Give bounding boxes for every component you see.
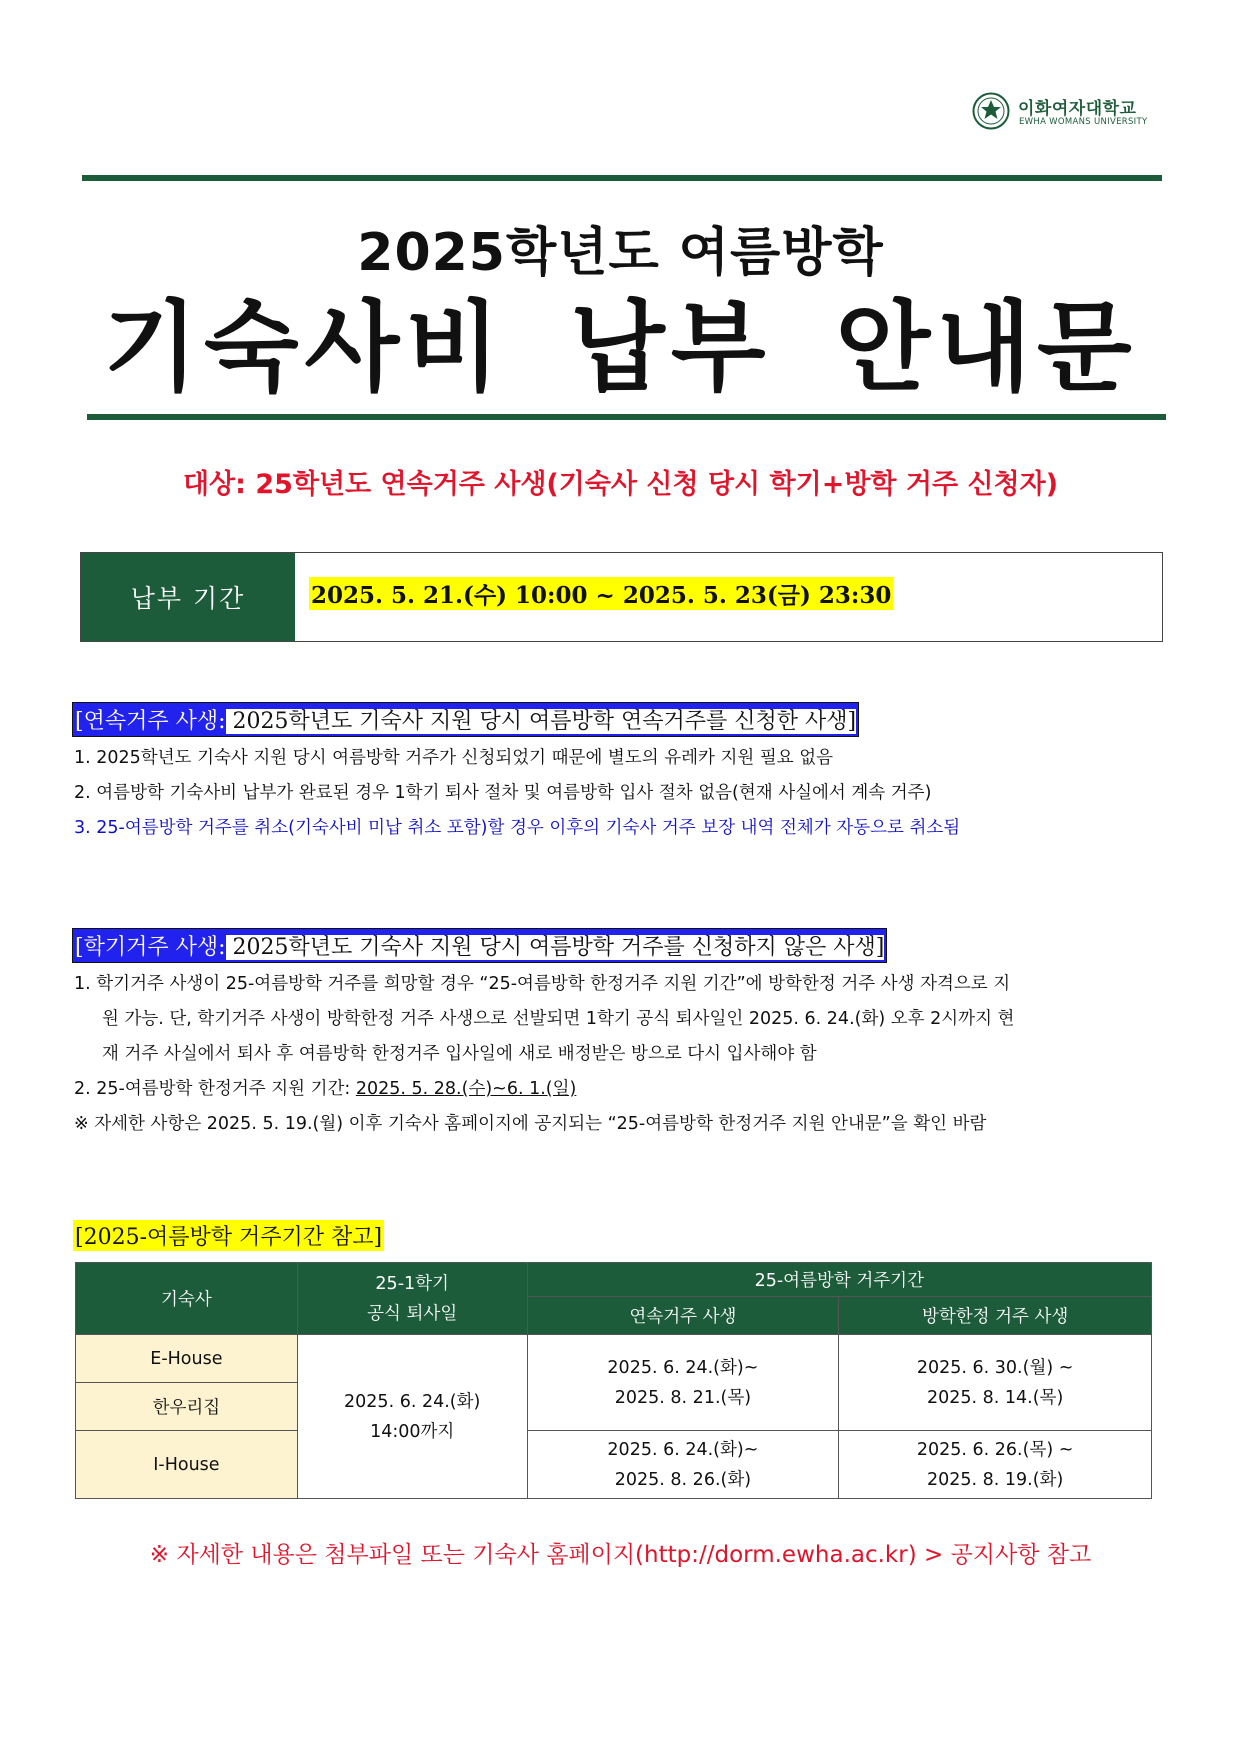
target-audience: 대상: 25학년도 연속거주 사생(기숙사 신청 당시 학기+방학 거주 신청자) bbox=[182, 469, 1059, 500]
vacation-period-cell: 2025. 6. 30.(월) ~ 2025. 8. 14.(목) bbox=[839, 1335, 1152, 1431]
title-word: 안내문 bbox=[835, 291, 1138, 405]
logo-name-korean: 이화여자대학교 bbox=[1018, 99, 1137, 119]
notice-note: ※ 자세한 사항은 2025. 5. 19.(월) 이후 기숙사 홈페이지에 공지되는 “25-여름방학 한정거주 지원 안내문”을 확인 바람 bbox=[74, 1114, 987, 1134]
continuous-period-cell: 2025. 6. 24.(화)~ 2025. 8. 21.(목) bbox=[527, 1335, 839, 1431]
title-line-2 bbox=[0, 291, 1241, 405]
list-item-continued: 재 거주 사실에서 퇴사 후 여름방학 한정거주 입사일에 새로 배정받은 방으로 다시 입사해야 함 bbox=[102, 1044, 817, 1064]
semester-residents-heading: [학기거주 사생: 2025학년도 기숙사 지원 당시 여름방학 거주를 신청하지 않은 사생] bbox=[72, 928, 887, 963]
footer-note: ※ 자세한 내용은 첨부파일 또는 기숙사 홈페이지(http://dorm.ewha.ac.kr) > 공지사항 참고 bbox=[149, 1542, 1092, 1568]
dorm-name: I-House bbox=[76, 1431, 298, 1499]
continuous-residents-label: 연속거주 사생: bbox=[83, 709, 226, 734]
dorm-name: E-House bbox=[76, 1335, 298, 1383]
list-item: 2. 25-여름방학 한정거주 지원 기간: 2025. 5. 28.(수)~6. 1.(일) bbox=[74, 1079, 577, 1099]
title-bottom-rule bbox=[87, 414, 1166, 420]
university-seal-icon bbox=[972, 92, 1010, 130]
header-vacation-only: 방학한정 거주 사생 bbox=[839, 1297, 1152, 1335]
header-dorm: 기숙사 bbox=[76, 1263, 298, 1335]
title-word: 기숙사비 bbox=[103, 291, 507, 405]
continuous-period-cell: 2025. 6. 24.(화)~ 2025. 8. 26.(화) bbox=[527, 1431, 839, 1499]
title-line-1: 2025학년도 여름방학 bbox=[357, 223, 884, 283]
payment-period-box bbox=[80, 552, 1163, 642]
title-word: 납부 bbox=[570, 291, 772, 405]
university-logo bbox=[972, 92, 1172, 132]
header-continuous: 연속거주 사생 bbox=[527, 1297, 839, 1335]
vacation-period-cell: 2025. 6. 26.(목) ~ 2025. 8. 19.(화) bbox=[839, 1431, 1152, 1499]
header-summer-period: 25-여름방학 거주기간 bbox=[527, 1263, 1151, 1297]
semester-residents-list bbox=[74, 967, 1164, 1142]
payment-period-value: 2025. 5. 21.(수) 10:00 ~ 2025. 5. 23(금) 23:30 bbox=[309, 577, 893, 610]
continuous-residents-heading: [연속거주 사생: 2025학년도 기숙사 지원 당시 여름방학 연속거주를 신청한 사생] bbox=[72, 702, 859, 737]
logo-name-english: EWHA WOMANS UNIVERSITY bbox=[1019, 117, 1148, 127]
residence-period-heading: [2025-여름방학 거주기간 참고] bbox=[73, 1220, 384, 1251]
payment-period-label: 납부 기간 bbox=[81, 553, 295, 641]
list-item-continued: 원 가능. 단, 학기거주 사생이 방학한정 거주 사생으로 선발되면 1학기 공식 퇴사일인 2025. 6. 24.(화) 오후 2시까지 현 bbox=[102, 1009, 1015, 1029]
list-item: 1. 2025학년도 기숙사 지원 당시 여름방학 거주가 신청되었기 때문에 별도의 유레카 지원 필요 없음 bbox=[74, 748, 834, 768]
checkout-date-cell: 2025. 6. 24.(화) 14:00까지 bbox=[297, 1335, 527, 1499]
continuous-residents-list bbox=[74, 741, 960, 846]
residence-period-table bbox=[75, 1262, 1152, 1499]
list-item: 2. 여름방학 기숙사비 납부가 완료된 경우 1학기 퇴사 절차 및 여름방학 입사 절차 없음(현재 사실에서 계속 거주) bbox=[74, 783, 932, 803]
list-item: 1. 학기거주 사생이 25-여름방학 거주를 희망할 경우 “25-여름방학 한정거주 지원 기간”에 방학한정 거주 사생 자격으로 지 bbox=[74, 974, 1011, 994]
title-top-rule bbox=[82, 175, 1162, 181]
header-checkout: 25-1학기 공식 퇴사일 bbox=[297, 1263, 527, 1335]
application-period-date: 2025. 5. 28.(수)~6. 1.(일) bbox=[355, 1079, 577, 1099]
semester-residents-label: 학기거주 사생: bbox=[83, 935, 226, 960]
list-item-warning: 3. 25-여름방학 거주를 취소(기숙사비 미납 취소 포함)할 경우 이후의 기숙사 거주 보장 내역 전체가 자동으로 취소됨 bbox=[74, 818, 961, 838]
dorm-name: 한우리집 bbox=[76, 1383, 298, 1431]
